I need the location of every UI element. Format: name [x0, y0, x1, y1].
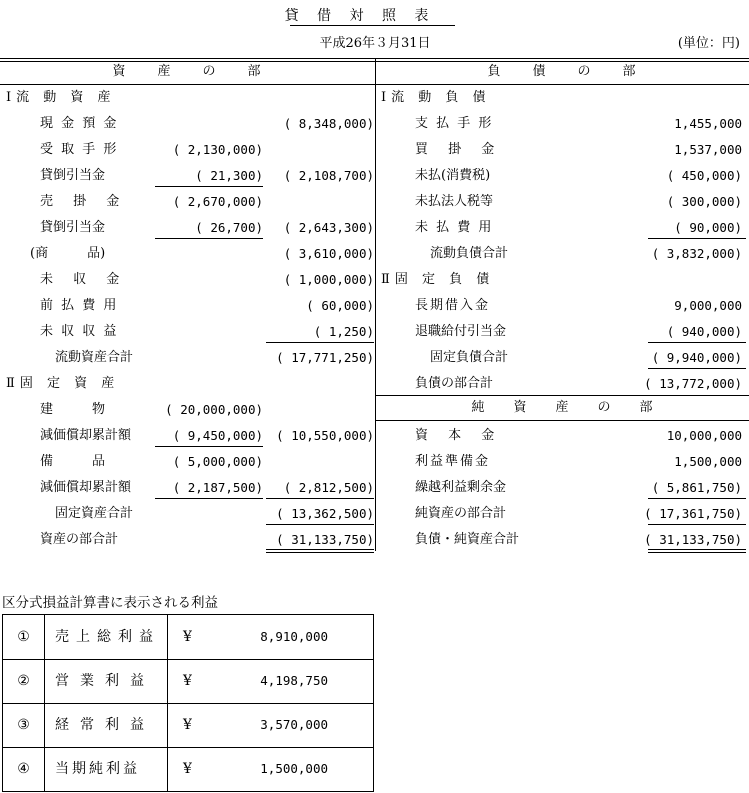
equity-label-total: 純資産の部合計 — [415, 506, 507, 521]
profit-ordinary-value: 3,570,000 — [260, 717, 328, 732]
asset-depreciation-1-value: ( 9,450,000) — [172, 428, 263, 443]
profits-row-divider — [3, 703, 373, 704]
unit-label: (単位：円) — [677, 36, 740, 51]
equity-retained-earnings-value: ( 5,861,750) — [651, 480, 742, 495]
equity-label-legal-reserve: 利益準備金 — [415, 454, 491, 469]
liab-label-current-total: 流動負債合計 — [430, 246, 509, 261]
subtotal-line — [648, 342, 746, 343]
profit-yen-3: ¥ — [183, 717, 192, 733]
liab-fixed-total-value: ( 9,940,000) — [651, 350, 742, 365]
asset-label-depreciation-1: 減価償却累計額 — [40, 428, 132, 443]
liab-label-fixed-total: 固定負債合計 — [430, 350, 509, 365]
profit-yen-2: ¥ — [183, 673, 192, 689]
asset-label-merchandise: (商 品) — [30, 246, 106, 261]
asset-label-current-total: 流動資産合計 — [55, 350, 134, 365]
profit-label-operating: 営業利益 — [55, 673, 155, 689]
asset-label-notes-receivable: 受 取 手 形 — [40, 142, 119, 157]
liab-long-term-loans-value: 9,000,000 — [674, 298, 742, 313]
liab-accrued-expenses-value: ( 90,000) — [674, 220, 742, 235]
asset-merchandise-value: ( 3,610,000) — [283, 246, 374, 261]
asset-label-buildings: 建 物 — [40, 402, 106, 417]
profit-no-2: ② — [17, 673, 30, 689]
current-liabilities-heading: Ⅰ流 動 負 債 — [381, 90, 491, 105]
asset-notes-receivable-value: ( 2,130,000) — [172, 142, 263, 157]
total-double-line — [266, 552, 374, 553]
asset-label-equipment: 備 品 — [40, 454, 106, 469]
fixed-assets-heading: Ⅱ固 定 資 産 — [6, 376, 120, 391]
profit-label-ordinary: 経常利益 — [55, 717, 155, 733]
liab-current-total-value: ( 3,832,000) — [651, 246, 742, 261]
liab-notes-payable-value: 1,455,000 — [674, 116, 742, 131]
asset-accounts-receivable-value: ( 2,670,000) — [172, 194, 263, 209]
equity-header-bottom-line — [376, 420, 749, 421]
equity-section-title: 純 資 産 の 部 — [471, 400, 654, 415]
liab-label-notes-payable: 支 払 手 形 — [415, 116, 494, 131]
asset-buildings-value: ( 20,000,000) — [165, 402, 263, 417]
profit-gross-value: 8,910,000 — [260, 629, 328, 644]
liab-label-total: 負債の部合計 — [415, 376, 494, 391]
asset-allowance-1-value: ( 21,300) — [195, 168, 263, 183]
liab-accounts-payable-value: 1,537,000 — [674, 142, 742, 157]
subtotal-line — [648, 524, 746, 525]
subtotal-line — [648, 368, 746, 369]
equity-legal-reserve-value: 1,500,000 — [674, 454, 742, 469]
total-double-line — [648, 552, 746, 553]
asset-total-value: ( 31,133,750) — [276, 532, 374, 547]
balance-sheet-date: 平成26年３月31日 — [319, 36, 431, 51]
liab-label-consumption-tax: 未払(消費税) — [415, 168, 491, 183]
title-underline — [290, 25, 455, 26]
liab-total-value: ( 13,772,000) — [644, 376, 742, 391]
total-double-line — [266, 549, 374, 550]
profits-row-divider — [3, 659, 373, 660]
subtotal-line — [155, 186, 263, 187]
equity-total-value: ( 17,361,750) — [644, 506, 742, 521]
liab-label-retirement: 退職給付引当金 — [415, 324, 507, 339]
asset-label-accounts-receivable: 売 掛 金 — [40, 194, 128, 209]
asset-other-receivable-value: ( 1,000,000) — [283, 272, 374, 287]
center-divider — [375, 58, 376, 551]
asset-prepaid-value: ( 60,000) — [306, 298, 374, 313]
subtotal-line — [648, 498, 746, 499]
profit-label-net: 当期純利益 — [55, 761, 140, 777]
liab-equity-total-label: 負債・純資産合計 — [415, 532, 520, 547]
liab-consumption-tax-value: ( 450,000) — [666, 168, 742, 183]
liab-label-accrued-expenses: 未 払 費 用 — [415, 220, 494, 235]
asset-notes-net-value: ( 2,108,700) — [283, 168, 374, 183]
asset-label-depreciation-2: 減価償却累計額 — [40, 480, 132, 495]
profit-label-gross: 売上総利益 — [55, 629, 160, 645]
liab-income-tax-value: ( 300,000) — [666, 194, 742, 209]
asset-label-prepaid: 前 払 費 用 — [40, 298, 119, 313]
subtotal-line — [266, 498, 374, 499]
asset-receivable-net-value: ( 2,643,300) — [283, 220, 374, 235]
current-assets-heading: Ⅰ流 動 資 産 — [6, 90, 116, 105]
profit-no-3: ③ — [17, 717, 30, 733]
asset-label-cash: 現 金 預 金 — [40, 116, 119, 131]
profits-row-divider — [3, 747, 373, 748]
asset-depreciation-2-value: ( 2,187,500) — [172, 480, 263, 495]
liabilities-section-title: 負 債 の 部 — [487, 64, 638, 79]
asset-label-allowance-1: 貸倒引当金 — [40, 168, 106, 183]
asset-label-total: 資産の部合計 — [40, 532, 119, 547]
asset-label-other-receivable: 未 収 金 — [40, 272, 128, 287]
liab-label-accounts-payable: 買 掛 金 — [415, 142, 503, 157]
profit-yen-1: ¥ — [183, 629, 192, 645]
profit-no-4: ④ — [17, 761, 30, 777]
subtotal-line — [266, 524, 374, 525]
subtotal-line — [266, 342, 374, 343]
assets-section-title: 資 産 の 部 — [112, 64, 263, 79]
liab-label-income-tax: 未払法人税等 — [415, 194, 494, 209]
asset-equipment-net-value: ( 2,812,500) — [283, 480, 374, 495]
asset-label-allowance-2: 貸倒引当金 — [40, 220, 106, 235]
asset-buildings-net-value: ( 10,550,000) — [276, 428, 374, 443]
liab-label-long-term-loans: 長期借入金 — [415, 298, 491, 313]
profits-table — [2, 614, 374, 792]
asset-current-total-value: ( 17,771,250) — [276, 350, 374, 365]
asset-cash-value: ( 8,348,000) — [283, 116, 374, 131]
profit-no-1: ① — [17, 629, 30, 645]
profits-title: 区分式損益計算書に表示される利益 — [2, 595, 218, 611]
equity-label-retained-earnings: 繰越利益剰余金 — [415, 480, 507, 495]
fixed-liabilities-heading: Ⅱ固 定 負 債 — [381, 272, 495, 287]
asset-equipment-value: ( 5,000,000) — [172, 454, 263, 469]
asset-allowance-2-value: ( 26,700) — [195, 220, 263, 235]
subtotal-line — [155, 498, 263, 499]
subtotal-line — [648, 238, 746, 239]
profit-operating-value: 4,198,750 — [260, 673, 328, 688]
equity-label-capital: 資 本 金 — [415, 428, 503, 443]
subtotal-line — [155, 446, 263, 447]
liab-equity-total-value: ( 31,133,750) — [644, 532, 742, 547]
liab-retirement-value: ( 940,000) — [666, 324, 742, 339]
profit-net-value: 1,500,000 — [260, 761, 328, 776]
subtotal-line — [155, 238, 263, 239]
asset-label-accrued-revenue: 未 収 収 益 — [40, 324, 119, 339]
equity-capital-value: 10,000,000 — [666, 428, 742, 443]
asset-label-fixed-total: 固定資産合計 — [55, 506, 134, 521]
asset-accrued-revenue-value: ( 1,250) — [313, 324, 374, 339]
profit-yen-4: ¥ — [183, 761, 192, 777]
asset-fixed-total-value: ( 13,362,500) — [276, 506, 374, 521]
equity-header-top-line — [376, 395, 749, 396]
total-double-line — [648, 549, 746, 550]
document-title: 貸 借 対 照 表 — [284, 8, 436, 24]
